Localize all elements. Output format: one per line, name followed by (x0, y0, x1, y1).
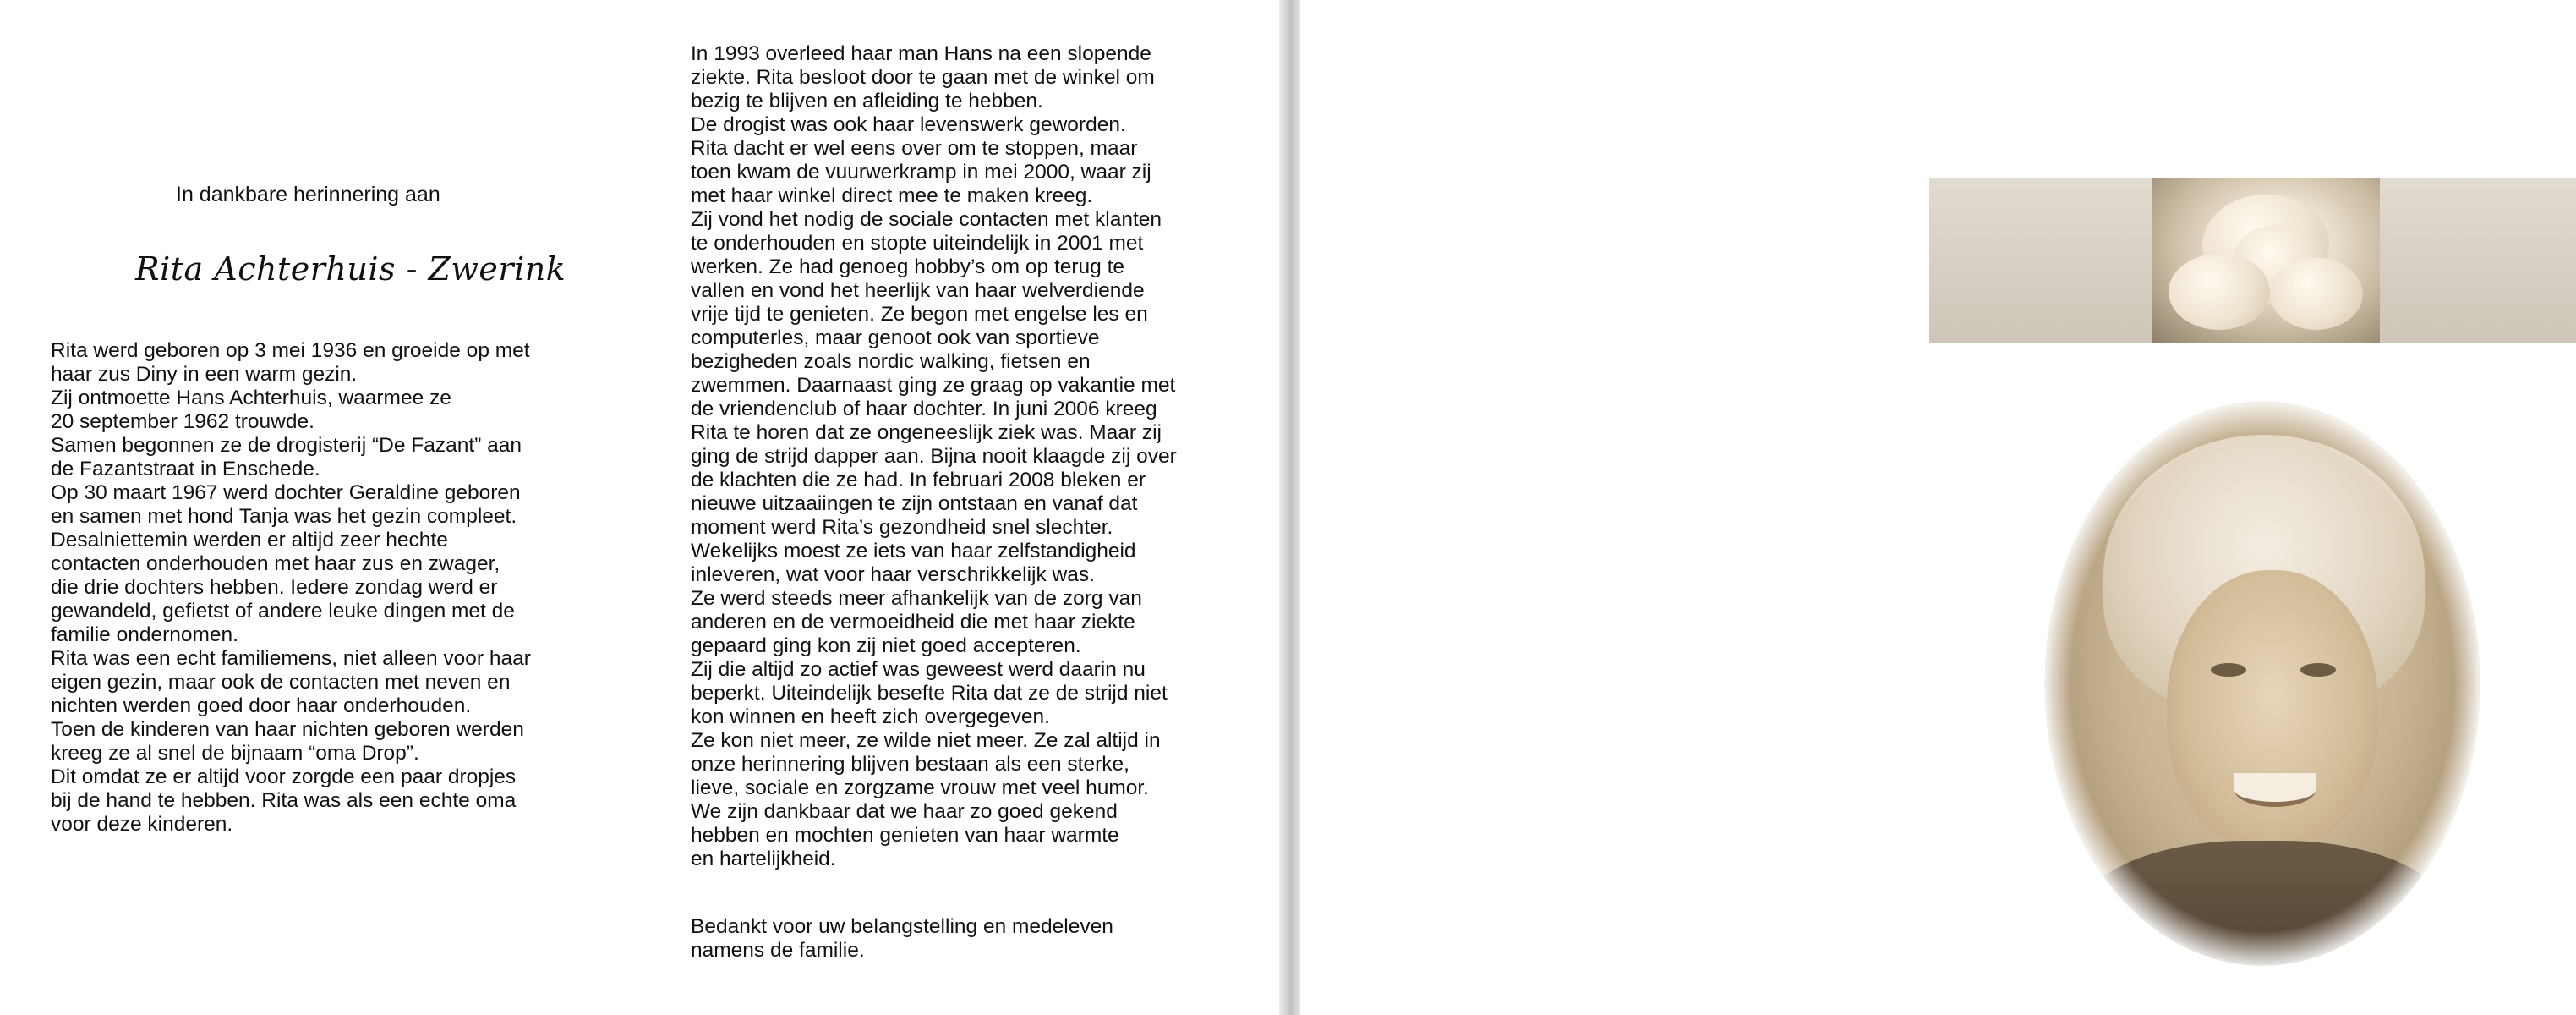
biography-column-1 (51, 339, 643, 837)
text-line: te onderhouden en stopte uiteindelijk in 2001 met (691, 232, 1144, 255)
card-left-panel (0, 0, 1279, 1015)
rose-banner-image (1929, 178, 2576, 343)
text-line: werken. Ze had genoeg hobby’s om op terug te (691, 255, 1125, 278)
text-line: beperkt. Uiteindelijk besefte Rita dat ze de strijd niet (691, 682, 1168, 705)
portrait-photo (2044, 401, 2480, 966)
card-fold-divider (1279, 0, 1300, 1015)
text-line: inleveren, wat voor haar verschrikkelijk was. (691, 563, 1095, 586)
text-line: In 1993 overleed haar man Hans na een slopende (691, 42, 1151, 65)
text-line: nichten werden goed door haar onderhouden. (51, 694, 472, 717)
text-line: namens de familie. (691, 939, 865, 962)
text-line: De drogist was ook haar levenswerk geworden. (691, 113, 1126, 136)
text-line: kreeg ze al snel de bijnaam “oma Drop”. (51, 742, 419, 765)
text-line: vrije tijd te genieten. Ze begon met engelse les en (691, 303, 1148, 326)
text-line: Zij vond het nodig de sociale contacten met klanten (691, 208, 1162, 231)
text-line: Dit omdat ze er altijd voor zorgde een paar dropjes (51, 765, 517, 788)
portrait-smile (2234, 773, 2316, 807)
text-line: de vriendenclub of haar dochter. In juni 2006 kreeg (691, 398, 1157, 420)
thanks-text (691, 915, 1113, 963)
portrait-eye (2211, 663, 2246, 677)
text-line: gepaard ging kon zij niet goed accepteren. (691, 634, 1081, 657)
rose-petal (2169, 254, 2270, 330)
text-line: toen kwam de vuurwerkramp in mei 2000, waar zij (691, 161, 1151, 184)
portrait-eye (2300, 663, 2336, 677)
text-line: eigen gezin, maar ook de contacten met neven en (51, 671, 511, 694)
text-line: onze herinnering blijven bestaan als een sterke, (691, 753, 1129, 776)
rose-petal (2270, 258, 2363, 330)
portrait-collar (2078, 841, 2450, 966)
text-line: kon winnen en heeft zich overgegeven. (691, 705, 1050, 728)
text-line: de klachten die ze had. In februari 2008 bleken er (691, 469, 1146, 491)
text-line: Op 30 maart 1967 werd dochter Geraldine geboren (51, 481, 521, 504)
text-line: nieuwe uitzaaiingen te zijn ontstaan en vanaf dat (691, 492, 1138, 515)
text-line: familie ondernomen. (51, 623, 238, 646)
text-line: met haar winkel direct mee te maken kreeg. (691, 184, 1093, 207)
biography-column-2 (691, 42, 1266, 871)
text-line: ging de strijd dapper aan. Bijna nooit klaagde zij over (691, 445, 1177, 468)
text-line: Rita dacht er wel eens over om te stoppen, maar (691, 137, 1138, 160)
text-line: de Fazantstraat in Enschede. (51, 458, 320, 480)
text-line: gewandeld, gefietst of andere leuke dingen met de (51, 600, 515, 623)
text-line: Zij ontmoette Hans Achterhuis, waarmee ze (51, 387, 451, 409)
text-line: Ze werd steeds meer afhankelijk van de zorg van (691, 587, 1142, 610)
text-line: lieve, sociale en zorgzame vrouw met veel humor. (691, 776, 1149, 799)
text-line: haar zus Diny in een warm gezin. (51, 363, 358, 386)
text-line: en samen met hond Tanja was het gezin compleet. (51, 505, 517, 528)
text-line: Rita werd geboren op 3 mei 1936 en groeide op met (51, 339, 530, 362)
text-line: computerles, maar genoot ook van sportieve (691, 326, 1100, 349)
text-line: Bedankt voor uw belangstelling en medeleven (691, 915, 1113, 938)
text-line: anderen en de vermoeidheid die met haar ziekte (691, 611, 1135, 634)
text-line: bij de hand te hebben. Rita was als een echte oma (51, 789, 517, 812)
deceased-name: Rita Achterhuis - Zwerink (135, 250, 566, 288)
text-line: vallen en vond het heerlijk van haar welverdiende (691, 279, 1145, 302)
text-line: contacten onderhouden met haar zus en zwager, (51, 552, 500, 575)
text-line: Rita te horen dat ze ongeneeslijk ziek was. Maar zij (691, 421, 1162, 444)
portrait-face (2167, 570, 2378, 849)
dedication-text: In dankbare herinnering aan (176, 183, 440, 206)
text-line: Zij die altijd zo actief was geweest werd daarin nu (691, 658, 1146, 681)
text-line: Toen de kinderen van haar nichten geboren werden (51, 718, 524, 741)
text-line: en hartelijkheid. (691, 848, 836, 870)
text-line: hebben en mochten genieten van haar warmte (691, 824, 1119, 847)
text-line: Ze kon niet meer, ze wilde niet meer. Ze zal altijd in (691, 729, 1161, 752)
text-line: moment werd Rita’s gezondheid snel slechter. (691, 516, 1113, 539)
text-line: die drie dochters hebben. Iedere zondag werd er (51, 576, 498, 599)
text-line: We zijn dankbaar dat we haar zo goed gekend (691, 800, 1118, 823)
text-line: bezigheden zoals nordic walking, fietsen en (691, 350, 1091, 373)
text-line: Rita was een echt familiemens, niet alleen voor haar (51, 647, 531, 670)
text-line: Wekelijks moest ze iets van haar zelfstandigheid (691, 540, 1136, 562)
text-line: ziekte. Rita besloot door te gaan met de winkel om (691, 66, 1155, 89)
text-line: zwemmen. Daarnaast ging ze graag op vakantie met (691, 374, 1176, 397)
text-line: 20 september 1962 trouwde. (51, 410, 314, 433)
text-line: Samen begonnen ze de drogisterij “De Fazant” aan (51, 434, 522, 457)
text-line: bezig te blijven en afleiding te hebben. (691, 90, 1043, 112)
rose-image (2152, 178, 2380, 343)
text-line: Desalniettemin werden er altijd zeer hechte (51, 529, 448, 551)
text-line: voor deze kinderen. (51, 813, 233, 836)
